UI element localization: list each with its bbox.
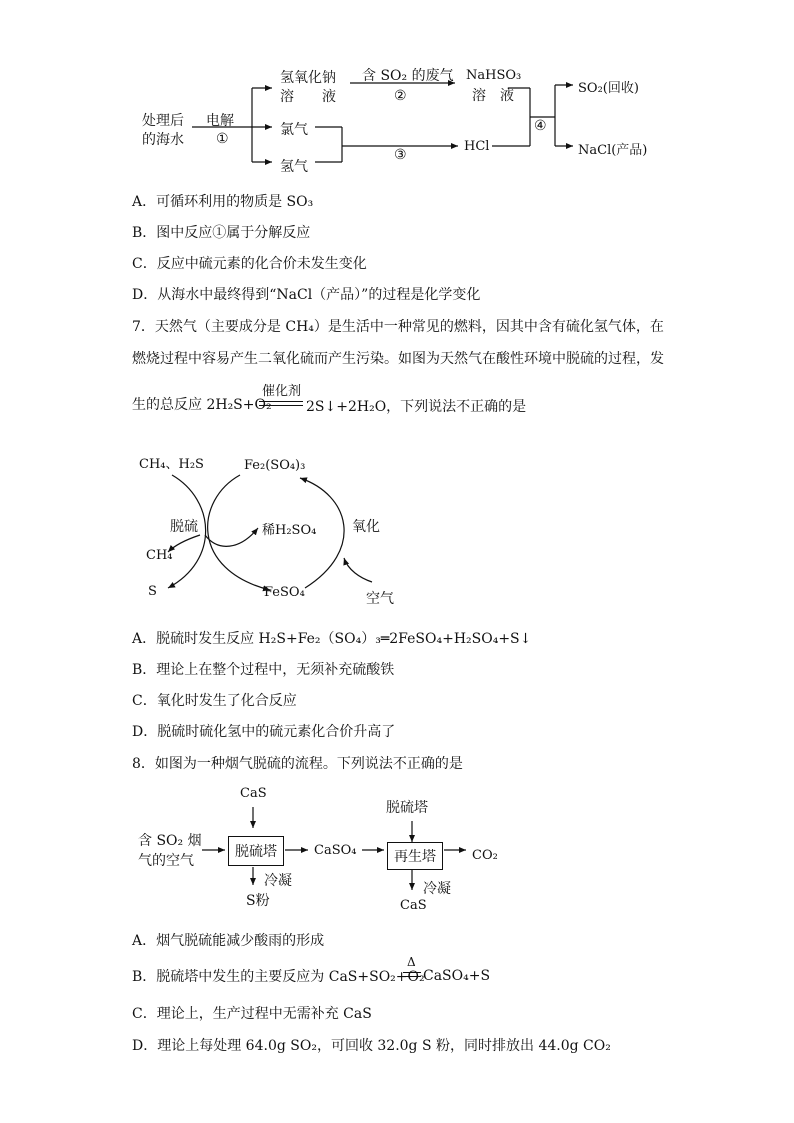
cas-input-label: CaS <box>240 786 267 801</box>
reaction-double-line <box>259 401 303 406</box>
q6-option-c: C．反应中硫元素的化合价未发生变化 <box>132 256 367 272</box>
q6-option-a: A．可循环利用的物质是 SO₃ <box>132 194 314 210</box>
ch4-out-label: CH₄ <box>146 548 173 563</box>
nahso3-label-line2: 溶 液 <box>472 88 514 104</box>
step-3-number: ③ <box>394 147 407 163</box>
hydrogen-label: 氢气 <box>280 159 308 175</box>
q7-option-a: A．脱硫时发生反应 H₂S+Fe₂（SO₄）₃═2FeSO₄+H₂SO₄+S↓ <box>132 631 532 647</box>
ch4-h2s-label: CH₄、H₂S <box>139 457 204 472</box>
electrolysis-label: 电解 <box>206 113 234 129</box>
q8-option-c: C．理论上，生产过程中无需补充 CaS <box>132 1006 372 1022</box>
dilute-h2so4-label: 稀H₂SO₄ <box>262 523 317 538</box>
nahso3-label-line1: NaHSO₃ <box>466 68 522 83</box>
desulfurization-cycle-diagram <box>0 440 794 620</box>
so2-recovery-label: SO₂(回收) <box>578 81 639 96</box>
q7-stem-line3-suffix: 2S↓+2H₂O，下列说法不正确的是 <box>306 399 527 415</box>
desulfurization-tower-box: 脱硫塔 <box>228 836 284 866</box>
condense-label-1: 冷凝 <box>264 873 292 889</box>
naoh-label-line2: 溶 液 <box>280 89 336 105</box>
feso4-label: FeSO₄ <box>264 585 305 600</box>
flue-gas-label-line2: 气的空气 <box>138 853 194 869</box>
cas-output-label: CaS <box>400 898 427 913</box>
oxidation-label: 氧化 <box>352 519 380 535</box>
step-4-number: ④ <box>534 118 547 134</box>
hcl-label: HCl <box>464 139 490 154</box>
desulfurization-label: 脱硫 <box>170 519 198 535</box>
catalyst-label: 催化剂 <box>262 384 302 399</box>
q8-option-a: A．烟气脱硫能减少酸雨的形成 <box>132 933 325 949</box>
caso4-label: CaSO₄ <box>314 843 357 858</box>
tower-input-label: 脱硫塔 <box>386 800 428 816</box>
step-2-number: ② <box>394 88 407 104</box>
q8-option-b-prefix: B．脱硫塔中发生的主要反应为 CaS+SO₂+O₂ <box>132 969 425 985</box>
naoh-label-line1: 氢氧化钠 <box>280 70 336 86</box>
fe2so43-label: Fe₂(SO₄)₃ <box>244 458 306 473</box>
q8-stem: 8．如图为一种烟气脱硫的流程。下列说法不正确的是 <box>132 756 463 772</box>
delta-symbol: Δ <box>407 955 416 969</box>
q7-stem-line1: 7．天然气（主要成分是 CH₄）是生活中一种常见的燃料，因其中含有硫化氢气体，在 <box>132 319 664 335</box>
air-label: 空气 <box>366 591 394 607</box>
co2-label: CO₂ <box>472 848 498 863</box>
seawater-label-line2: 的海水 <box>142 132 184 148</box>
flue-gas-label-line1: 含 SO₂ 烟 <box>138 833 202 849</box>
q6-option-d: D．从海水中最终得到“NaCl（产品）”的过程是化学变化 <box>132 287 481 303</box>
step-1-number: ① <box>216 131 229 147</box>
q7-stem-line3-prefix: 生的总反应 2H₂S+O₂ <box>132 397 272 413</box>
sulfur-label: S <box>148 584 157 599</box>
q7-option-d: D．脱硫时硫化氢中的硫元素化合价升高了 <box>132 724 396 740</box>
q8-option-d: D．理论上每处理 64.0g SO₂，可回收 32.0g S 粉，同时排放出 44.0g CO₂ <box>132 1038 611 1054</box>
q6-option-b: B．图中反应①属于分解反应 <box>132 225 311 241</box>
b-equation-double-line <box>403 972 421 977</box>
chlorine-label: 氯气 <box>280 122 308 138</box>
sulfur-powder-label: S粉 <box>246 893 270 909</box>
q7-stem-line2: 燃烧过程中容易产生二氧化硫而产生污染。如图为天然气在酸性环境中脱硫的过程，发 <box>132 351 664 367</box>
condense-label-2: 冷凝 <box>423 881 451 897</box>
nacl-product-label: NaCl(产品) <box>578 143 648 158</box>
q7-option-b: B．理论上在整个过程中，无须补充硫酸铁 <box>132 662 395 678</box>
step-2-label: 含 SO₂ 的废气 <box>362 68 454 84</box>
q8-option-b-suffix: CaSO₄+S <box>423 968 491 984</box>
seawater-label-line1: 处理后 <box>142 113 184 129</box>
q7-option-c: C．氧化时发生了化合反应 <box>132 693 297 709</box>
regeneration-tower-box: 再生塔 <box>387 842 443 870</box>
